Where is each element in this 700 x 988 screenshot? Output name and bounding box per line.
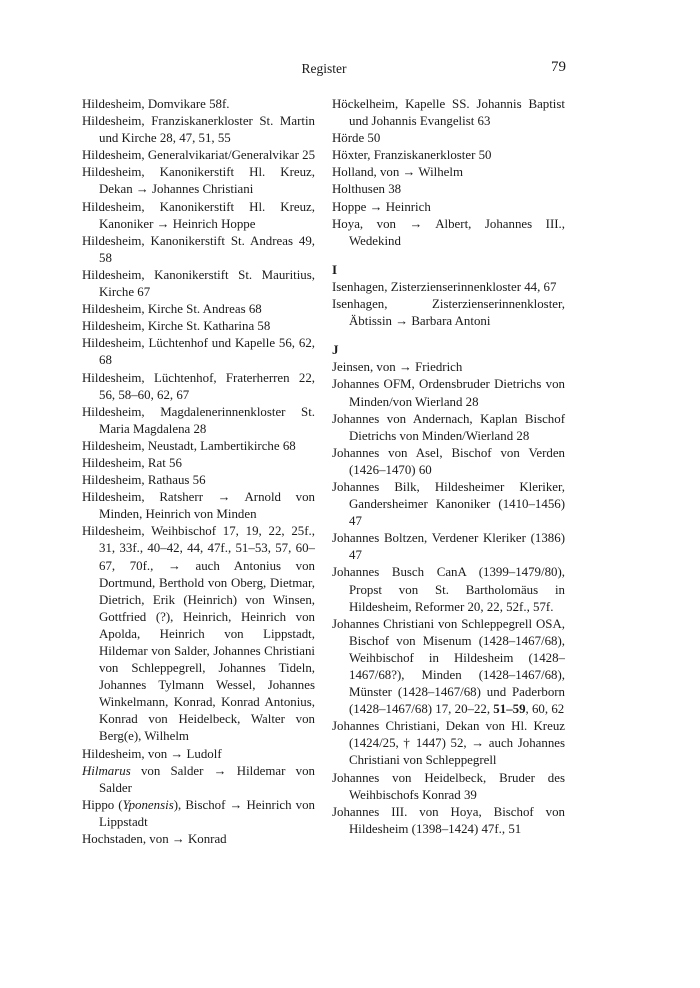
index-entry-hippo	[82, 797, 315, 831]
index-entry: Holthusen 38	[332, 182, 402, 197]
index-entry: Hildesheim, Generalvikariat/Generalvikar 25	[82, 148, 316, 163]
italic-name: Yponensis	[122, 797, 174, 812]
index-entry: Hörde 50	[332, 131, 381, 146]
index-entry-christiani	[332, 616, 565, 719]
index-entry: Höckelheim, Kapelle SS. Johannis Baptist und Johannis Evangelist 63	[332, 97, 565, 129]
index-entry: Hildesheim, von → Ludolf	[82, 746, 222, 761]
index-entry: Johannes von Andernach, Kaplan Bischof Dietrichs von Minden/Wierland 28	[332, 411, 565, 443]
index-entry: Hildesheim, Rathaus 56	[82, 473, 206, 488]
index-entry: Hildesheim, Franziskanerkloster St. Martin und Kirche 28, 47, 51, 55	[82, 114, 315, 146]
index-entry: Hildesheim, Kanonikerstift St. Andreas 49, 58	[82, 233, 315, 265]
bold-page-range: 51–59	[493, 702, 526, 717]
index-entry: Johannes III. von Hoya, Bischof von Hildesheim (1398–1424) 47f., 51	[332, 804, 565, 836]
index-entry: Johannes Boltzen, Verdener Kleriker (1386) 47	[332, 531, 565, 563]
index-entry: Holland, von → Wilhelm	[332, 165, 464, 180]
index-entry: Hildesheim, Magdalenerinnenkloster St. Maria Magdalena 28	[82, 404, 315, 436]
index-entry: Johannes von Asel, Bischof von Verden (1426–1470) 60	[332, 445, 565, 477]
entry-text: ), Bischof → Heinrich von Lippstadt	[99, 797, 315, 829]
index-entry: Johannes OFM, Ordensbruder Dietrichs von Minden/von Wierland 28	[332, 377, 565, 409]
index-entry: Hildesheim, Rat 56	[82, 455, 182, 470]
index-entry: Hildesheim, Kanonikerstift Hl. Kreuz, Kanoniker → Heinrich Hoppe	[82, 199, 315, 231]
section-letter-i: I	[332, 261, 338, 277]
index-entry: Hoya, von → Albert, Johannes III., Wedekind	[332, 216, 565, 248]
index-entry: Hildesheim, Neustadt, Lambertikirche 68	[82, 438, 296, 453]
index-entry: Johannes Busch CanA (1399–1479/80), Propst von St. Bartholomäus in Hildesheim, Reformer 20, 22, 52f., 57f.	[332, 565, 565, 614]
entry-text: Johannes Christiani von Schleppegrell OSA, Bischof von Misenum (1428–1467/68), Weihbischof in Hildesheim (1428–1467/68?), Minden (1428–1467/68), Münster (1428–1467/68) und Paderborn (1428–1467/68) 17, 20–22,	[332, 616, 565, 717]
italic-name: Hilmarus	[82, 763, 131, 778]
index-entry: Hildesheim, Lüchtenhof und Kapelle 56, 62, 68	[82, 336, 315, 368]
entry-text: , 60, 62	[525, 702, 565, 717]
index-entry: Isenhagen, Zisterzienserinnenkloster 44, 67	[332, 279, 557, 294]
index-entry: Hoppe → Heinrich	[332, 199, 431, 214]
entry-text: Hippo (	[82, 797, 123, 812]
running-title: Register	[301, 61, 347, 76]
index-entry: Hildesheim, Weihbischof 17, 19, 22, 25f., 31, 33f., 40–42, 44, 47f., 51–53, 57, 60–67, 70f., → auch Antonius von Dortmund, Berthold von Oberg, Dietmar, Dietrich, Erik (Heinrich) von Winsen, Gottfried (?), Heinrich, Heinrich von Apolda, Heinrich von Lippstadt, Hildemar von Salder, Johannes Christiani von Schleppegrell, Johannes Tideln, Johannes Tylmann Wessel, Johannes Winkelmann, Konrad, Konrad Antonius, Konrad von Heidelbeck, Walter von Berg(e), Wilhelm	[82, 524, 315, 744]
index-entry: Johannes Christiani, Dekan von Hl. Kreuz (1424/25, † 1447) 52, → auch Johannes Christiani von Schleppegrell	[332, 719, 565, 768]
index-entry: Höxter, Franziskanerkloster 50	[332, 148, 492, 163]
index-entry: Hildesheim, Ratsherr → Arnold von Minden, Heinrich von Minden	[82, 490, 315, 522]
index-entry: Johannes von Heidelbeck, Bruder des Weihbischofs Konrad 39	[332, 770, 565, 802]
index-column-right	[332, 96, 565, 838]
index-entry: Isenhagen, Zisterzienserinnenkloster, Äbtissin → Barbara Antoni	[332, 297, 565, 329]
index-entry: Jeinsen, von → Friedrich	[332, 360, 463, 375]
index-entry: Hildesheim, Domvikare 58f.	[82, 97, 230, 111]
section-letter-j: J	[332, 342, 339, 358]
index-entry: Hildesheim, Kirche St. Andreas 68	[82, 302, 262, 317]
entry-text: von Salder → Hildemar von Salder	[99, 763, 315, 795]
page-number: 79	[551, 59, 566, 75]
index-entry: Hildesheim, Kanonikerstift Hl. Kreuz, Dekan → Johannes Christiani	[82, 165, 315, 197]
index-column-left	[82, 96, 315, 848]
index-entry-hilmarus	[82, 763, 315, 797]
index-entry: Johannes Bilk, Hildesheimer Kleriker, Gandersheimer Kanoniker (1410–1456) 47	[332, 479, 565, 529]
index-entry: Hildesheim, Kanonikerstift St. Mauritius, Kirche 67	[82, 267, 315, 300]
index-entry: Hildesheim, Kirche St. Katharina 58	[82, 319, 271, 334]
index-entry: Hochstaden, von → Konrad	[82, 832, 227, 847]
page-header	[82, 61, 566, 81]
index-entry: Hildesheim, Lüchtenhof, Fraterherren 22, 56, 58–60, 62, 67	[82, 370, 315, 402]
